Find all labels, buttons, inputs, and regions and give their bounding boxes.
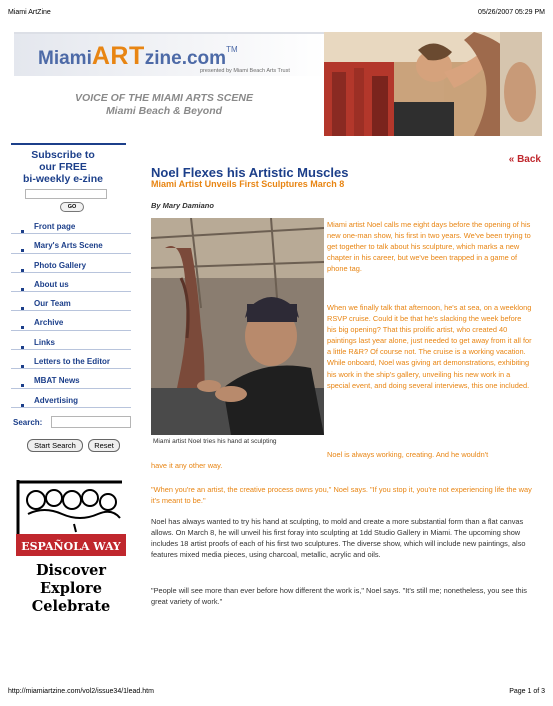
article-paragraph-4: "When you're an artist, the creative process owns you," Noel says. "If you stop it, you're not experiencing life the way it's meant to be."	[151, 485, 532, 506]
print-footer	[8, 688, 545, 698]
back-link[interactable]: « Back	[508, 154, 541, 165]
subscribe-go-button[interactable]: GO	[60, 202, 84, 212]
photo-caption: Miami artist Noel tries his hand at sculpting	[153, 438, 277, 445]
sidebar-item-label: Mary's Arts Scene	[34, 241, 103, 251]
article-paragraph-1: Miami artist Noel calls me eight days before the opening of his new one-man show, his first in two years. We've been trying to get together to talk about his sculpture, which marks a new chapter in his career, but we've been trapped in a game of phone tag.	[327, 220, 531, 274]
bullet-icon	[21, 346, 24, 349]
sidebar-item-mbat-news[interactable]	[11, 369, 131, 388]
subscribe-line2: our FREE	[39, 161, 87, 173]
bullet-icon	[21, 307, 24, 310]
reset-button[interactable]: Reset	[88, 439, 120, 452]
sidebar-item-letters[interactable]	[11, 350, 131, 369]
bullet-icon	[21, 230, 24, 233]
logo-art: ART	[91, 42, 145, 70]
search-buttons	[11, 439, 131, 453]
sidebar-nav	[11, 215, 131, 408]
subscribe-line1: Subscribe to	[31, 149, 95, 161]
article-byline: By Mary Damiano	[151, 201, 214, 210]
sidebar-item-label: Advertising	[34, 395, 79, 405]
search-label: Search:	[13, 417, 43, 427]
print-header	[8, 9, 545, 19]
bullet-icon	[21, 384, 24, 387]
sidebar-item-label: Links	[34, 337, 55, 347]
sidebar	[11, 143, 131, 453]
sidebar-item-label: Archive	[34, 318, 64, 328]
logo-miami: Miami	[38, 48, 92, 69]
sidebar-item-label: Front page	[34, 222, 76, 231]
ad-line-celebrate: Celebrate	[31, 598, 111, 615]
logo-zine: zine.com	[144, 48, 227, 69]
sidebar-item-front-page[interactable]	[11, 215, 131, 234]
sidebar-item-label: Letters to the Editor	[34, 357, 111, 367]
espanola-way-logo	[14, 474, 128, 560]
print-header-datetime: 05/26/2007 05:29 PM	[478, 9, 545, 16]
site-logo[interactable]	[38, 42, 238, 71]
ad-line-discover: Discover	[35, 562, 107, 579]
subscribe-line3: bi-weekly e-zine	[23, 173, 103, 185]
bullet-icon	[21, 249, 24, 252]
tagline-line1: VOICE OF THE MIAMI ARTS SCENE	[75, 92, 253, 104]
article-paragraph-2: When we finally talk that afternoon, he's at sea, on a weeklong RSVP cruise. Could it be that he's slacking the week before his big opening? That this prolific artist, who created 40 paintings last year alone, just needed to get away from it all for a little R&R? Of course not. The cruise is a working vacation. While onboard, Noel was giving art demonstrations, exhibiting his work in the ship's gallery, unveiling his new work in a special event, and doing several interviews, this one included.	[327, 303, 532, 390]
sidebar-item-photo-gallery[interactable]	[11, 254, 131, 273]
print-footer-url: http://miamiartzine.com/vol2/issue34/1lead.htm	[8, 688, 154, 695]
bullet-icon	[21, 269, 24, 272]
print-footer-page: Page 1 of 3	[509, 688, 545, 695]
banner-photo	[324, 32, 542, 136]
search-row	[11, 416, 131, 430]
bullet-icon	[21, 404, 24, 407]
sidebar-item-advertising[interactable]	[11, 389, 131, 408]
sidebar-item-label: About us	[34, 279, 69, 289]
article-paragraph-6: "People will see more than ever before how different the work is," Noel says. "It's still me; nonetheless, you see this great variety of work."	[151, 586, 527, 607]
logo-tm: TM	[226, 45, 238, 54]
sidebar-item-label: Our Team	[34, 299, 71, 309]
bullet-icon	[21, 326, 24, 329]
article-paragraph-3a: Noel is always working, creating. And he wouldn't	[327, 450, 489, 459]
start-search-button[interactable]: Start Search	[27, 439, 83, 452]
article-photo	[151, 218, 324, 435]
subscribe-heading	[11, 149, 115, 185]
sidebar-item-label: Photo Gallery	[34, 260, 87, 270]
sidebar-item-archive[interactable]	[11, 311, 131, 330]
print-header-title: Miami ArtZine	[8, 9, 51, 16]
article-paragraph-3b: have it any other way.	[151, 461, 223, 470]
banner-tagline	[14, 92, 314, 118]
espanola-way-logo-text: ESPAÑOLA WAY	[21, 540, 121, 553]
tagline-line2: Miami Beach & Beyond	[105, 105, 223, 117]
banner-presented-by: presented by Miami Beach Arts Trust	[200, 68, 290, 74]
sidebar-item-about-us[interactable]	[11, 273, 131, 292]
site-banner	[14, 32, 542, 136]
article-paragraph-5: Noel has always wanted to try his hand at sculpting, to mold and create a more substantial form than a flat canvas allows. On March 8, he will unveil his first foray into sculpting at 1dd Studio Gallery in Miami. The upcoming show includes 18 artist proofs of each of his first two sculptures. The diverse show, which will include new paintings, also features mixed media pieces, using charcoal, metallic, acrylic and oils.	[151, 517, 526, 560]
bullet-icon	[21, 365, 24, 368]
search-input[interactable]	[51, 416, 131, 428]
article-title: Noel Flexes his Artistic Muscles	[151, 165, 349, 180]
subscribe-divider	[11, 143, 126, 145]
sidebar-item-label: MBAT News	[34, 376, 80, 386]
sidebar-item-our-team[interactable]	[11, 292, 131, 311]
sidebar-item-marys-arts-scene[interactable]	[11, 234, 131, 253]
article-subtitle: Miami Artist Unveils First Sculptures March 8	[151, 179, 345, 189]
subscribe-email-input[interactable]	[25, 189, 107, 199]
bullet-icon	[21, 288, 24, 291]
ad-slogan	[14, 562, 128, 616]
espanola-way-ad[interactable]	[14, 474, 128, 620]
sidebar-item-links[interactable]	[11, 331, 131, 350]
ad-line-explore: Explore	[40, 580, 102, 597]
